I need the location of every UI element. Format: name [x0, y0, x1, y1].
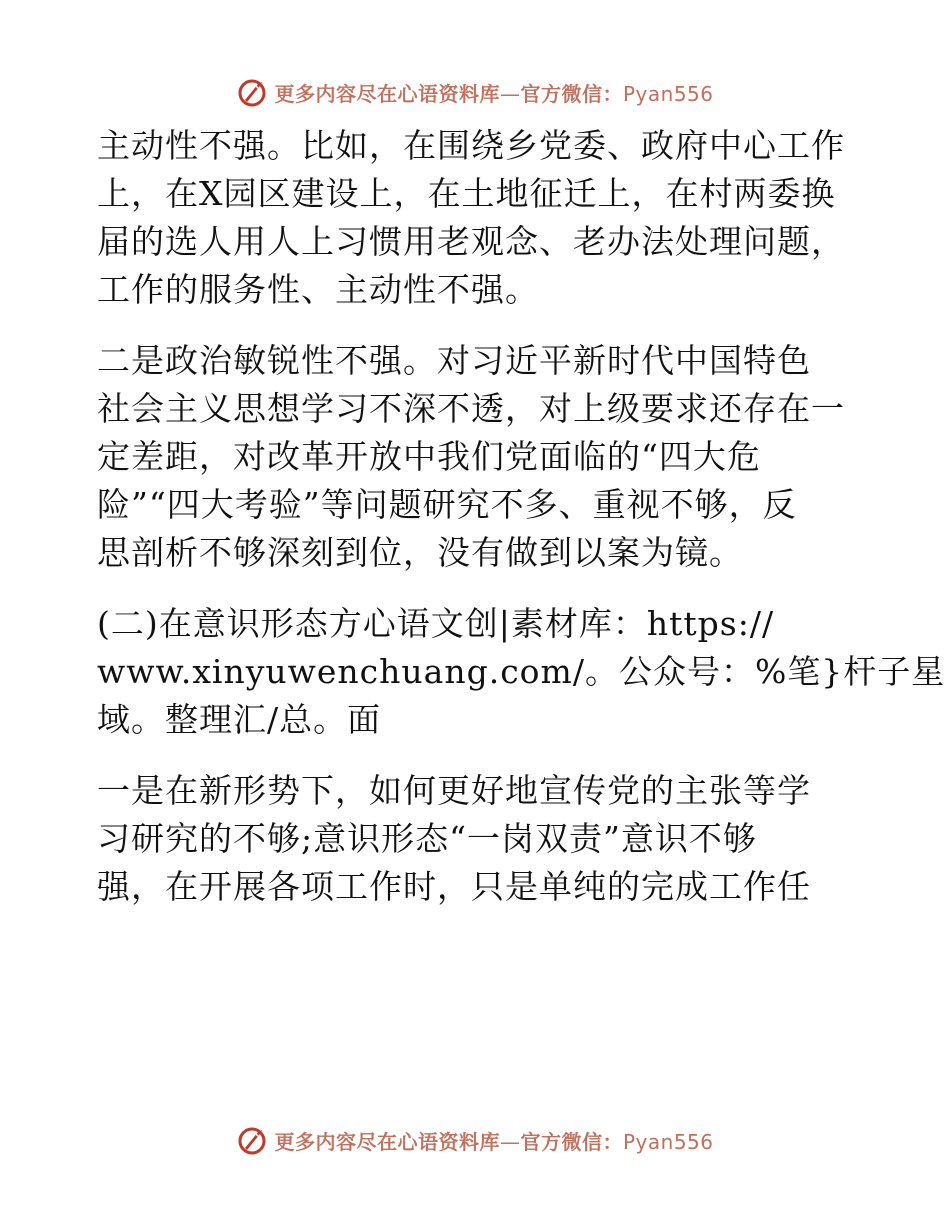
text-line: (二)在意识形态方心语文创|素材库：https://	[97, 604, 775, 643]
text-line: 二是政治敏锐性不强。对习近平新时代中国特色	[97, 341, 811, 380]
text-line: 险”“四大考验”等问题研究不多、重视不够，反	[97, 485, 797, 524]
text-line: 习研究的不够;意识形态“一岗双责”意识不够	[97, 819, 757, 858]
wechat-id: Pyan556	[622, 81, 714, 106]
paragraph	[97, 600, 946, 744]
banner-title: 更多内容尽在心语资料库	[274, 81, 500, 106]
text-line: 工作的服务性、主动性不强。	[97, 270, 539, 309]
paragraph	[97, 122, 857, 314]
text-line: 上，在X园区建设上，在土地征迁上，在村两委换	[97, 174, 836, 213]
text-line: 主动性不强。比如，在围绕乡党委、政府中心工作	[97, 126, 845, 165]
document-body	[97, 122, 946, 911]
text-line: 思剖析不够深刻到位，没有做到以案为镜。	[97, 533, 743, 572]
text-line: 强，在开展各项工作时，只是单纯的完成工作任	[97, 867, 811, 906]
text-line: 社会主义思想学习不深不透，对上级要求还存在一	[97, 389, 845, 428]
banner-caption	[274, 1126, 713, 1155]
wechat-id: Pyan556	[622, 1129, 714, 1154]
text-line: 定差距，对改革开放中我们党面临的“四大危	[97, 437, 761, 476]
text-line: www.xinyuwenchuang.com/。公众号：%笔}杆子星	[97, 652, 946, 691]
wechat-label: 官方微信：	[520, 81, 623, 106]
header-banner	[0, 72, 950, 112]
banner-title: 更多内容尽在心语资料库	[274, 1129, 500, 1154]
paragraph	[97, 767, 857, 911]
banner-caption	[274, 78, 713, 107]
banner-separator: —	[499, 81, 521, 106]
quill-pen-logo-icon	[236, 1124, 268, 1156]
wechat-label: 官方微信：	[520, 1129, 623, 1154]
quill-pen-logo-icon	[236, 76, 268, 108]
banner-separator: —	[499, 1129, 521, 1154]
text-line: 域。整理汇/总。面	[97, 700, 382, 739]
text-line: 一是在新形势下，如何更好地宣传党的主张等学	[97, 771, 811, 810]
paragraph	[97, 337, 857, 577]
footer-banner	[0, 1120, 950, 1160]
text-line: 届的选人用人上习惯用老观念、老办法处理问题，	[97, 222, 845, 261]
